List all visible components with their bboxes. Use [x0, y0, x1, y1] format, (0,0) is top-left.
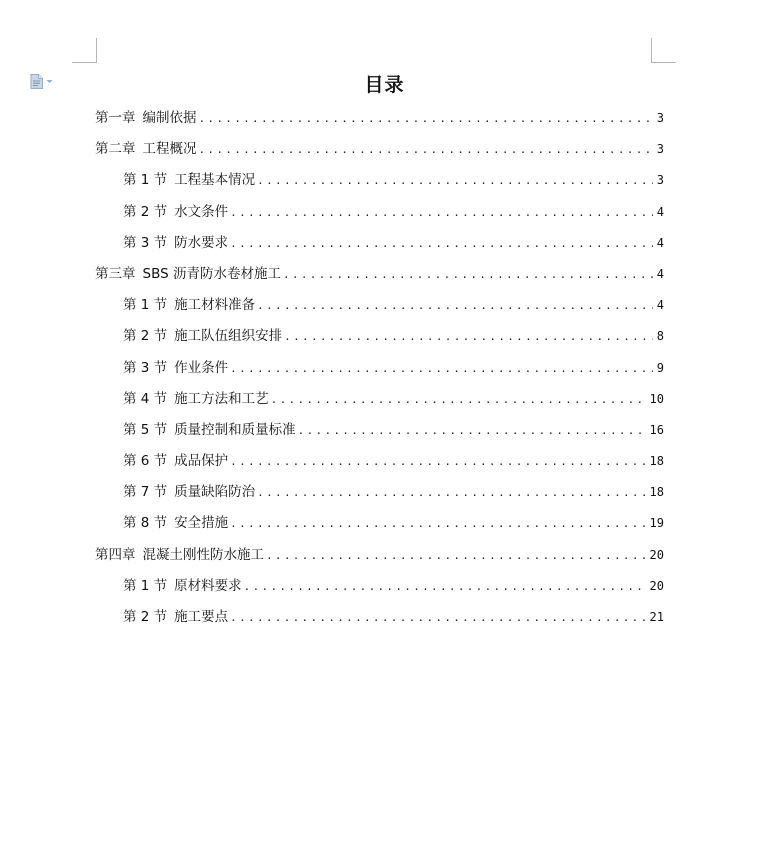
toc-entry-number: 第三章: [95, 265, 136, 282]
toc-chapter-entry[interactable]: [95, 544, 664, 575]
toc-entry-label: [123, 512, 228, 534]
toc-section-entry[interactable]: [95, 606, 664, 637]
toc-dot-leader: [257, 295, 653, 317]
toc-entry-number: 第 2 节: [123, 328, 168, 345]
toc-dot-leader: [199, 139, 654, 161]
toc-entry-text: 工程概况: [142, 141, 197, 158]
toc-entry-number: 第 7 节: [123, 484, 168, 501]
toc-entry-label: [95, 138, 197, 160]
toc-entry-label: [123, 575, 242, 597]
toc-entry-number: 第二章: [95, 141, 136, 158]
toc-page-number: 18: [649, 454, 664, 469]
toc-entry-number: 第 1 节: [123, 172, 168, 189]
toc-entry-text: 水文条件: [174, 203, 229, 220]
toc-section-entry[interactable]: [95, 325, 664, 356]
toc-entry-label: [123, 294, 255, 316]
toc-dot-leader: [283, 264, 653, 286]
toc-entry-number: 第四章: [95, 546, 136, 563]
toc-entry-text: 质量缺陷防治: [174, 484, 256, 501]
toc-dot-leader: [257, 482, 646, 504]
toc-entry-text: 防水要求: [174, 234, 229, 251]
toc-dot-leader: [271, 389, 647, 411]
toc-entry-text: 原材料要求: [174, 577, 242, 594]
toc-section-entry[interactable]: [95, 575, 664, 606]
toc-page-number: 20: [649, 547, 664, 562]
toc-page-number: 4: [656, 204, 664, 219]
toc-page-number: 10: [649, 391, 664, 406]
toc-dot-leader: [230, 607, 646, 629]
toc-entry-number: 第 3 节: [123, 359, 168, 376]
toc-section-entry[interactable]: [95, 512, 664, 543]
toc-page-number: 19: [649, 516, 664, 531]
toc-page-number: 4: [656, 266, 664, 281]
toc-page-number: 3: [656, 142, 664, 157]
toc-dot-leader: [298, 420, 647, 442]
toc-entry-text: 工程基本情况: [174, 172, 256, 189]
toc-entry-label: [95, 544, 264, 566]
toc-entry-label: [123, 606, 228, 628]
toc-dot-leader: [257, 170, 653, 192]
top-left-crop-mark: [72, 38, 97, 63]
toc-section-entry[interactable]: [95, 294, 664, 325]
toc-entry-number: 第 2 节: [123, 609, 168, 625]
toc-dot-leader: [284, 326, 653, 348]
toc-entry-number: 第 3 节: [123, 234, 168, 251]
toc-section-entry[interactable]: [95, 232, 664, 263]
toc-section-entry[interactable]: [95, 450, 664, 481]
toc-dot-leader: [244, 576, 647, 598]
toc-dot-leader: [199, 108, 654, 130]
toc-page-number: 4: [656, 298, 664, 313]
top-right-crop-mark: [651, 38, 676, 63]
toc-page-number: 18: [649, 485, 664, 500]
toc-dot-leader: [266, 545, 647, 567]
toc-entry-number: 第 2 节: [123, 203, 168, 220]
toc-entry-label: [95, 107, 197, 129]
toc-entry-label: [123, 450, 228, 472]
toc-entry-label: [123, 169, 255, 191]
toc-section-entry[interactable]: [95, 481, 664, 512]
toc-entry-number: 第 1 节: [123, 577, 168, 594]
toc-entry-text: 质量控制和质量标准: [174, 421, 296, 438]
toc-page-number: 3: [656, 173, 664, 188]
toc-entry-label: [123, 201, 228, 223]
toc-section-entry[interactable]: [95, 169, 664, 200]
toc-dot-leader: [230, 451, 646, 473]
toc-page-number: 3: [656, 111, 664, 125]
toc-dot-leader: [230, 202, 653, 224]
toc-page-number: 8: [656, 329, 664, 344]
toc-entry-label: [95, 263, 281, 285]
toc-entry-label: [123, 357, 228, 379]
toc-entry-text: 成品保护: [174, 453, 229, 470]
toc-entry-text: 混凝土刚性防水施工: [142, 546, 264, 563]
toc-entry-number: 第一章: [95, 110, 136, 126]
toc-entry-number: 第 5 节: [123, 421, 168, 438]
toc-section-entry[interactable]: [95, 201, 664, 232]
toc-section-entry[interactable]: [95, 388, 664, 419]
page-title: 目录: [364, 74, 405, 96]
toc-entry-label: [123, 419, 296, 441]
toc-entry-text: 施工材料准备: [174, 297, 256, 314]
toc-entry-text: SBS 沥青防水卷材施工: [142, 265, 281, 282]
toc-page-number: 21: [649, 610, 664, 624]
toc-dot-leader: [230, 513, 646, 535]
toc-entry-text: 安全措施: [174, 515, 229, 532]
toc-entry-number: 第 1 节: [123, 297, 168, 314]
toc-page-number: 4: [656, 235, 664, 250]
toc-entry-label: [123, 388, 269, 410]
toc-entry-label: [123, 325, 282, 347]
toc-section-entry[interactable]: [95, 419, 664, 450]
toc-chapter-entry[interactable]: [95, 263, 664, 294]
toc-entry-label: [123, 481, 255, 503]
toc-dot-leader: [230, 358, 653, 380]
toc-entry-text: 编制依据: [142, 110, 197, 126]
toc-page-number: 9: [656, 360, 664, 375]
toc-section-entry[interactable]: [95, 357, 664, 388]
toc-dot-leader: [230, 233, 653, 255]
toc-entry-number: 第 8 节: [123, 515, 168, 532]
toc-entry-text: 施工方法和工艺: [174, 390, 269, 407]
toc-chapter-entry[interactable]: [95, 107, 664, 138]
toc-entry-number: 第 4 节: [123, 390, 168, 407]
toc-entry-text: 施工要点: [174, 609, 229, 625]
toc-entry-text: 作业条件: [174, 359, 229, 376]
toc-entry-label: [123, 232, 228, 254]
toc-entry-text: 施工队伍组织安排: [174, 328, 283, 345]
toc-entry-number: 第 6 节: [123, 453, 168, 470]
toc-chapter-entry[interactable]: [95, 138, 664, 169]
toc-page-number: 16: [649, 422, 664, 437]
table-of-contents: [95, 107, 664, 637]
toc-page-number: 20: [649, 578, 664, 593]
